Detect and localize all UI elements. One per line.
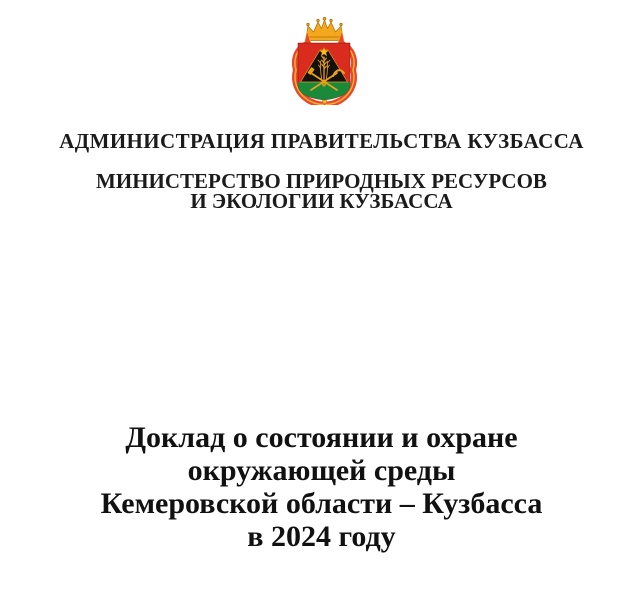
report-title-line2: окружающей среды <box>187 454 456 487</box>
report-title-line1: Доклад о состоянии и охране <box>125 421 518 454</box>
report-title-line4: в 2024 году <box>247 520 396 553</box>
administration-title: АДМИНИСТРАЦИЯ ПРАВИТЕЛЬСТВА КУЗБАССА <box>59 129 584 153</box>
kuzbass-coat-of-arms-icon <box>287 17 362 105</box>
ministry-title <box>0 171 643 211</box>
report-title <box>0 421 643 553</box>
ministry-title-line1: МИНИСТЕРСТВО ПРИРОДНЫХ РЕСУРСОВ <box>96 169 547 193</box>
ministry-title-line2: И ЭКОЛОГИИ КУЗБАССА <box>190 189 453 213</box>
report-title-line3: Кемеровской области – Кузбасса <box>100 487 543 520</box>
crown-shape <box>306 17 343 40</box>
